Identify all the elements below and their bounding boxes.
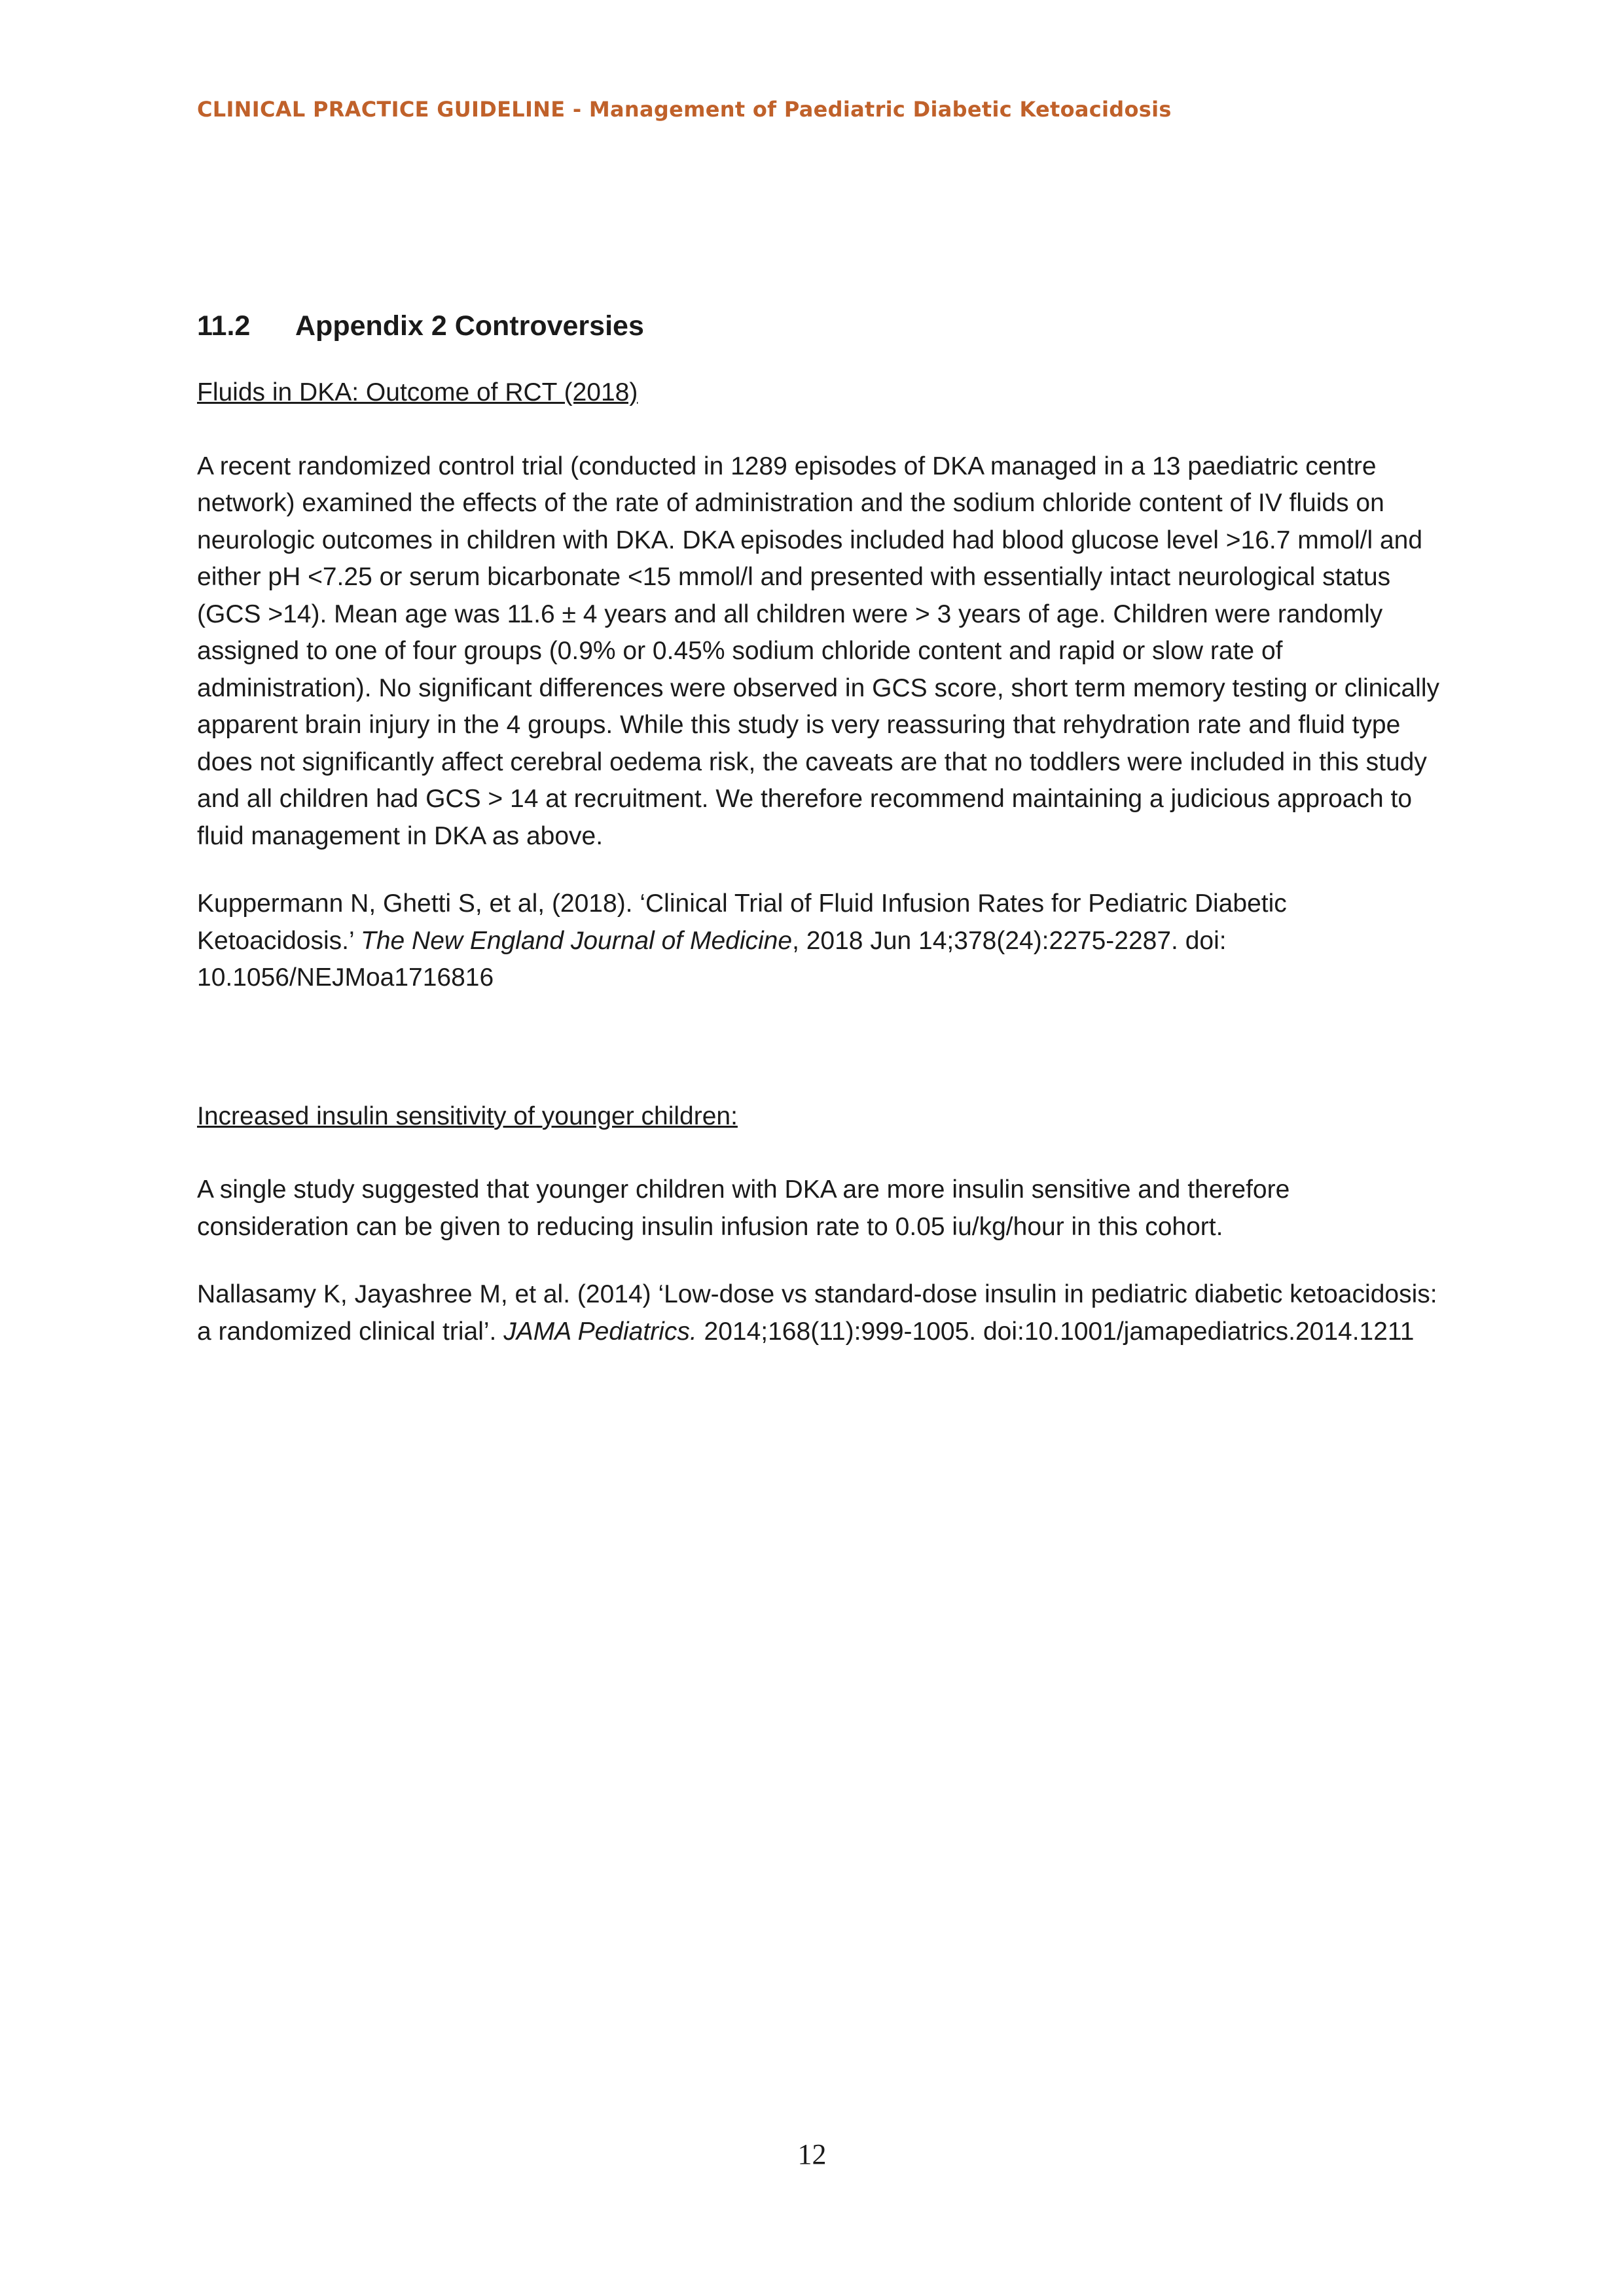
fluids-reference	[197, 886, 1441, 997]
fluids-reference-journal: The New England Journal of Medicine	[361, 926, 793, 955]
insulin-subheading: Increased insulin sensitivity of younger children:	[197, 1102, 738, 1130]
insulin-paragraph: A single study suggested that younger children with DKA are more insulin sensitive and therefore consideration can be given to reducing insulin infusion rate to 0.05 iu/kg/hour in this cohort.	[197, 1175, 1290, 1241]
page-content	[197, 308, 1441, 1381]
section-spacer	[197, 1028, 1441, 1098]
insulin-reference-citation: 2014;168(11):999-1005. doi:10.1001/jamapediatrics.2014.1211	[696, 1317, 1415, 1346]
section-number: 11.2	[197, 310, 251, 342]
page-number: 12	[797, 2138, 827, 2170]
fluids-paragraph: A recent randomized control trial (conducted in 1289 episodes of DKA managed in a 13 paediatric centre network) examined the effects of the rate of administration and the sodium chloride content of IV fluids on neurologic outcomes in children with DKA. DKA episodes included had blood glucose level >16.7 mmol/l and either pH <7.25 or serum bicarbonate <15 mmol/l and presented with essentially intact neurological status (GCS >14). Mean age was 11.6 ± 4 years and all children were > 3 years of age. Children were randomly assigned to one of four groups (0.9% or 0.45% sodium chloride content and rapid or slow rate of administration). No significant differences were observed in GCS score, short term memory testing or clinically apparent brain injury in the 4 groups. While this study is very reassuring that rehydration rate and fluid type does not significantly affect cerebral oedema risk, the caveats are that no toddlers were included in this study and all children had GCS > 14 at recruitment. We therefore recommend maintaining a judicious approach to fluid management in DKA as above.	[197, 452, 1440, 850]
fluids-reference-citation: , 2018 Jun 14;378(24):2275-2287. doi: 10.1056/NEJMoa1716816	[197, 926, 1227, 992]
running-header: CLINICAL PRACTICE GUIDELINE - Management of Paediatric Diabetic Ketoacidosis	[197, 97, 1172, 122]
insulin-reference	[197, 1276, 1441, 1350]
fluids-subheading: Fluids in DKA: Outcome of RCT (2018)	[197, 378, 638, 406]
insulin-reference-authors: Nallasamy K, Jayashree M, et al. (2014) ‘Low-dose vs standard-dose insulin in pediatric diabetic ketoacidosis: a randomized clinical trial’.	[197, 1280, 1437, 1346]
fluids-reference-authors: Kuppermann N, Ghetti S, et al, (2018). ‘Clinical Trial of Fluid Infusion Rates for Pediatric Diabetic Ketoacidosis.’	[197, 889, 1287, 955]
section-title: Appendix 2 Controversies	[295, 310, 644, 342]
section-heading	[197, 308, 1441, 344]
insulin-reference-journal: JAMA Pediatrics.	[503, 1317, 697, 1346]
